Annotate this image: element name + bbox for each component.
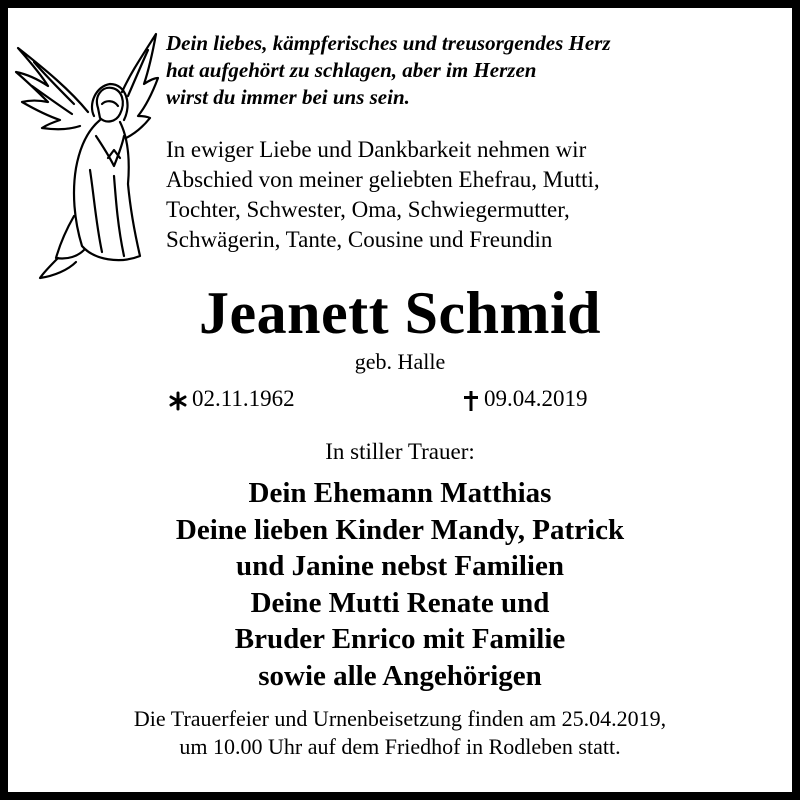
- angel-icon: [10, 20, 160, 280]
- intro-line: Abschied von meiner geliebten Ehefrau, Mutti,: [166, 167, 600, 192]
- funeral-line: Die Trauerfeier und Urnenbeisetzung finden am 25.04.2019,: [133, 706, 667, 731]
- mourner-line: sowie alle Angehörigen: [258, 659, 542, 692]
- mourners-list: [0, 475, 800, 694]
- intro-line: In ewiger Liebe und Dankbarkeit nehmen wir: [166, 137, 587, 162]
- mourning-heading: In stiller Trauer:: [325, 439, 475, 464]
- intro-line: Tochter, Schwester, Oma, Schwiegermutter,: [166, 197, 570, 222]
- quote-line: hat aufgehört zu schlagen, aber im Herzen: [166, 58, 537, 82]
- mourner-line: und Janine nebst Familien: [236, 550, 564, 582]
- deceased-name: Jeanett Schmid: [199, 280, 601, 346]
- star-icon: [168, 391, 188, 411]
- death-date: [462, 384, 588, 414]
- funeral-line: um 10.00 Uhr auf dem Friedhof in Rodleben statt.: [179, 734, 621, 759]
- funeral-info: [0, 705, 800, 761]
- quote-line: wirst du immer bei uns sein.: [166, 85, 410, 109]
- intro-text: [166, 135, 776, 255]
- quote-line: Dein liebes, kämpferisches und treusorgendes Herz: [166, 31, 611, 55]
- mourner-line: Dein Ehemann Matthias: [248, 477, 552, 509]
- birth-date: [168, 384, 295, 414]
- mourner-line: Deine Mutti Renate und: [250, 586, 550, 619]
- death-date-value: 09.04.2019: [484, 386, 588, 411]
- cross-icon: [462, 390, 480, 412]
- birth-date-value: 02.11.1962: [192, 386, 295, 411]
- mourner-line: Bruder Enrico mit Familie: [234, 623, 566, 655]
- born-name: geb. Halle: [354, 349, 446, 374]
- mourner-line: Deine lieben Kinder Mandy, Patrick: [175, 513, 625, 546]
- quote: [166, 30, 776, 111]
- intro-line: Schwägerin, Tante, Cousine und Freundin: [166, 227, 553, 252]
